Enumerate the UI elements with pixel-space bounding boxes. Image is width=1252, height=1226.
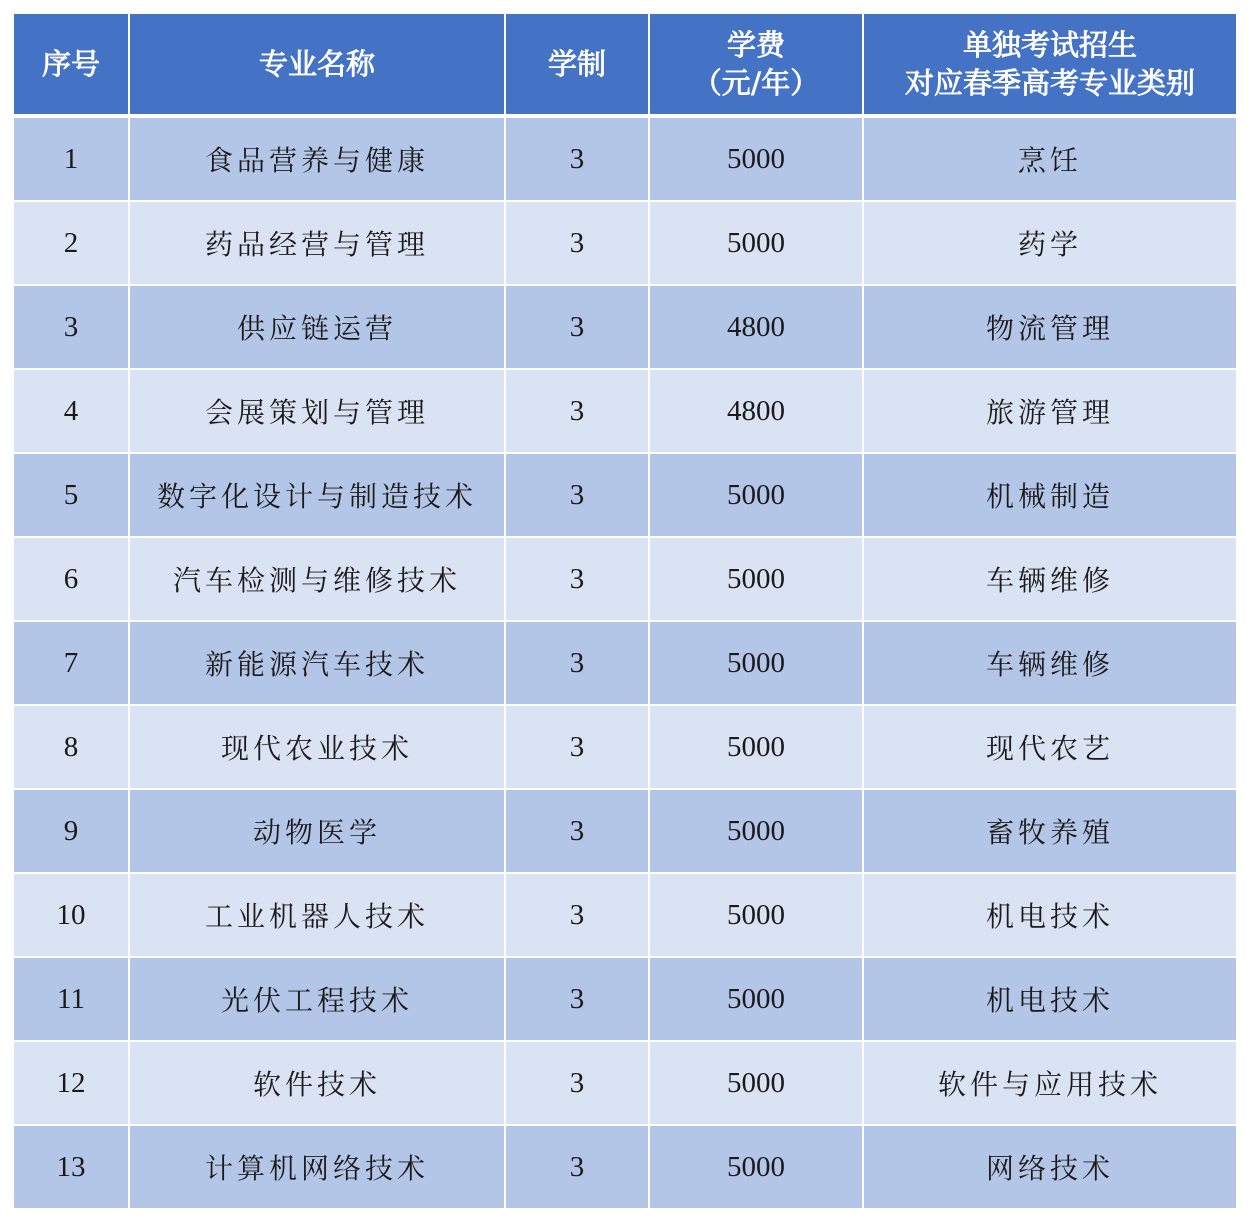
cell-category: 烹饪: [864, 118, 1236, 202]
cell-category: 旅游管理: [864, 370, 1236, 454]
cell-index: 3: [14, 286, 128, 370]
cell-category: 药学: [864, 202, 1236, 286]
cell-duration: 3: [506, 202, 648, 286]
table-row: [14, 118, 1236, 202]
cell-duration: 3: [506, 874, 648, 958]
table-row: [14, 874, 1236, 958]
header-fee-line1: 学费: [726, 28, 785, 62]
cell-index: 5: [14, 454, 128, 538]
cell-index: 7: [14, 622, 128, 706]
cell-category: 机电技术: [864, 874, 1236, 958]
cell-major: 现代农业技术: [130, 706, 504, 790]
cell-index: 9: [14, 790, 128, 874]
header-index: 序号: [14, 14, 128, 118]
cell-fee: 5000: [650, 874, 862, 958]
cell-fee: 4800: [650, 370, 862, 454]
header-category: [864, 14, 1236, 118]
cell-category: 畜牧养殖: [864, 790, 1236, 874]
cell-index: 12: [14, 1042, 128, 1126]
cell-category: 软件与应用技术: [864, 1042, 1236, 1126]
cell-category: 机电技术: [864, 958, 1236, 1042]
cell-major: 会展策划与管理: [130, 370, 504, 454]
cell-major: 药品经营与管理: [130, 202, 504, 286]
table-row: [14, 454, 1236, 538]
cell-major: 供应链运营: [130, 286, 504, 370]
table-row: [14, 958, 1236, 1042]
cell-major: 光伏工程技术: [130, 958, 504, 1042]
cell-fee: 5000: [650, 538, 862, 622]
header-row: [14, 14, 1236, 118]
cell-category: 网络技术: [864, 1126, 1236, 1210]
cell-fee: 5000: [650, 1042, 862, 1126]
cell-index: 4: [14, 370, 128, 454]
header-category-line1: 单独考试招生: [962, 28, 1137, 62]
table-row: [14, 538, 1236, 622]
table-header: [14, 14, 1236, 118]
cell-category: 车辆维修: [864, 538, 1236, 622]
cell-duration: 3: [506, 706, 648, 790]
table-row: [14, 202, 1236, 286]
cell-index: 10: [14, 874, 128, 958]
table-row: [14, 622, 1236, 706]
cell-fee: 5000: [650, 202, 862, 286]
cell-index: 1: [14, 118, 128, 202]
cell-duration: 3: [506, 118, 648, 202]
table-row: [14, 706, 1236, 790]
cell-major: 汽车检测与维修技术: [130, 538, 504, 622]
cell-duration: 3: [506, 454, 648, 538]
cell-category: 现代农艺: [864, 706, 1236, 790]
cell-fee: 5000: [650, 118, 862, 202]
majors-table-container: [14, 14, 1238, 1210]
majors-table: [12, 14, 1238, 1210]
table-row: [14, 286, 1236, 370]
cell-major: 计算机网络技术: [130, 1126, 504, 1210]
cell-duration: 3: [506, 1126, 648, 1210]
cell-major: 食品营养与健康: [130, 118, 504, 202]
cell-fee: 4800: [650, 286, 862, 370]
cell-fee: 5000: [650, 706, 862, 790]
cell-duration: 3: [506, 958, 648, 1042]
cell-duration: 3: [506, 370, 648, 454]
cell-duration: 3: [506, 790, 648, 874]
cell-index: 11: [14, 958, 128, 1042]
cell-duration: 3: [506, 538, 648, 622]
cell-duration: 3: [506, 1042, 648, 1126]
cell-category: 机械制造: [864, 454, 1236, 538]
cell-major: 工业机器人技术: [130, 874, 504, 958]
cell-category: 物流管理: [864, 286, 1236, 370]
header-major: 专业名称: [130, 14, 504, 118]
cell-major: 软件技术: [130, 1042, 504, 1126]
cell-index: 8: [14, 706, 128, 790]
cell-fee: 5000: [650, 790, 862, 874]
table-row: [14, 370, 1236, 454]
cell-index: 13: [14, 1126, 128, 1210]
cell-fee: 5000: [650, 454, 862, 538]
cell-major: 数字化设计与制造技术: [130, 454, 504, 538]
table-row: [14, 1042, 1236, 1126]
cell-fee: 5000: [650, 622, 862, 706]
header-fee: [650, 14, 862, 118]
header-duration: 学制: [506, 14, 648, 118]
cell-index: 6: [14, 538, 128, 622]
header-fee-line2: （元/年）: [692, 66, 820, 100]
cell-fee: 5000: [650, 958, 862, 1042]
header-category-line2: 对应春季高考专业类别: [904, 66, 1195, 100]
table-row: [14, 1126, 1236, 1210]
cell-major: 新能源汽车技术: [130, 622, 504, 706]
table-body: [14, 118, 1236, 1210]
cell-index: 2: [14, 202, 128, 286]
cell-major: 动物医学: [130, 790, 504, 874]
cell-fee: 5000: [650, 1126, 862, 1210]
table-row: [14, 790, 1236, 874]
cell-duration: 3: [506, 286, 648, 370]
cell-category: 车辆维修: [864, 622, 1236, 706]
cell-duration: 3: [506, 622, 648, 706]
